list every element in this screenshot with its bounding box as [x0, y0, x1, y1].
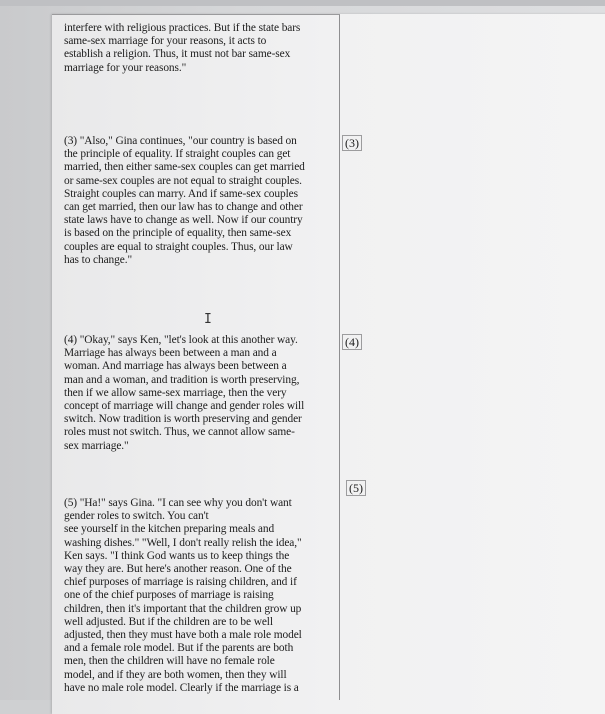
- section-4-text: (4) "Okay," says Ken, "let's look at this another way. Marriage has always been between a man and a woman. And marriage has always been between a man and a woman, and tradition is worth preserving, then if we allow same-sex marriage, then the very concept of marriage will change and gender roles will switch. Now tradition is worth preserving and gender roles must not switch. Thus, we cannot allow same- sex marriage.": [64, 334, 305, 452]
- column-divider: [339, 14, 340, 700]
- row-border-top: [52, 14, 340, 15]
- section-5-text: (5) "Ha!" says Gina. "I can see why you don't want gender roles to switch. You can't see yourself in the kitchen preparing meals and washing dishes." "Well, I don't really relish the idea," Ken says. "I think God wants us to keep things the way they are. But here's another reason. One of the chief purposes of marriage is raising children, and if one of the chief purposes of marriage is raising children, then it's important that the children grow up well adjusted. But if the children are to be well adjusted, then they must have both a male role model and a female role model. But if the parents are both men, then the children will have no female role model, and if they are both women, then they will have no male role model. Clearly if the marriage is a: [64, 497, 302, 694]
- section-3-text: (3) "Also," Gina continues, "our country is based on the principle of equality. If straight couples can get married, then either same-sex couples can get married or same-sex couples are not equal to straight couples. Straight couples can marry. And if same-sex couples can get married, then our law has to change and other state laws have to change as well. Now if our country is based on the principle of equality, then same-sex couples are equal to straight couples. Thus, our law has to change.": [64, 135, 305, 266]
- section-5-number: (5): [346, 480, 366, 496]
- top-bar: [0, 0, 605, 6]
- i-beam-cursor-icon: I: [204, 312, 212, 327]
- section-3-number: (3): [342, 135, 362, 151]
- section-4-number: (4): [342, 334, 362, 350]
- section-1-tail-text: interfere with religious practices. But if the state bars same-sex marriage for your reasons, it acts to establish a religion. Thus, it must not bar same-sex marriage for your reasons.": [64, 22, 301, 74]
